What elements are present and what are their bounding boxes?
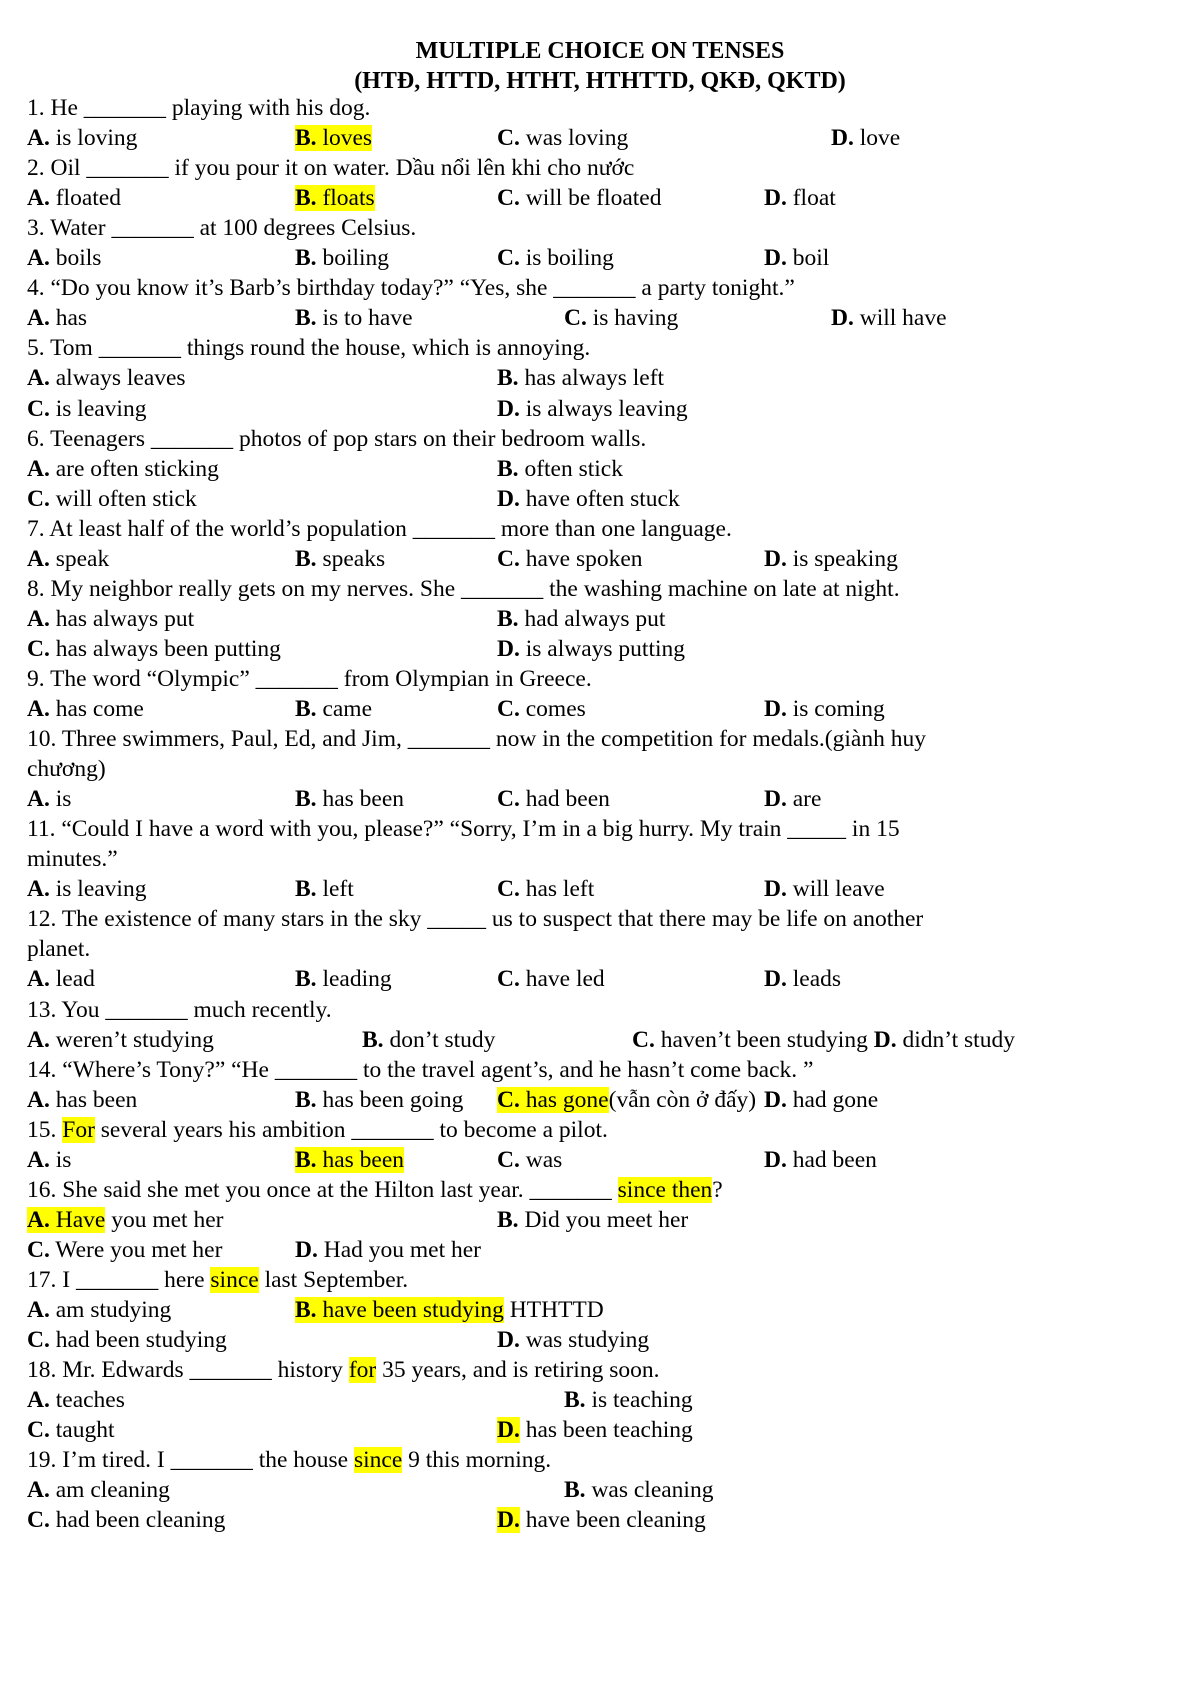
text-run: was studying (519, 1327, 650, 1353)
answer-option (497, 243, 614, 273)
answer-option (295, 694, 372, 724)
text-run: will be floated (519, 185, 662, 211)
text-run: 9. The word “Olympic” _______ from Olympian in Greece. (27, 666, 592, 692)
text-run: 18. Mr. Edwards _______ history (27, 1357, 349, 1383)
text-run: weren’t studying (49, 1027, 214, 1053)
text-run: didn’t study (896, 1027, 1015, 1053)
question-text (27, 333, 590, 363)
text-run: Did you meet her (518, 1207, 689, 1233)
text-run: float (786, 185, 836, 211)
option-letter: B. (295, 305, 317, 331)
answer-option (27, 183, 121, 213)
option-letter: C. (27, 636, 50, 662)
text-run: 7. At least half of the world’s population _______ more than one language. (27, 516, 732, 542)
answer-option (497, 1415, 693, 1445)
text-run: has always put (49, 606, 195, 632)
text-run: has been (49, 1087, 138, 1113)
question-text (27, 995, 332, 1025)
answer-option (27, 964, 95, 994)
text-run: 19. I’m tired. I _______ the house (27, 1447, 354, 1473)
highlighted-text: since (210, 1267, 259, 1293)
answer-option (295, 123, 372, 153)
answer-option (764, 964, 841, 994)
text-run: had been cleaning (49, 1507, 226, 1533)
highlighted-text: for (348, 1357, 377, 1383)
answer-option (27, 1205, 223, 1235)
text-run: don’t study (383, 1027, 496, 1053)
text-run: had been (786, 1147, 877, 1173)
answer-option (27, 303, 87, 333)
text-run: minutes.” (27, 846, 118, 872)
answer-option (497, 1085, 756, 1115)
text-run: 1. He _______ playing with his dog. (27, 95, 371, 121)
answer-option (497, 123, 628, 153)
answer-option (295, 183, 375, 213)
text-run: boils (49, 245, 102, 271)
highlighted-text: has been (316, 1147, 404, 1173)
text-run: had always put (518, 606, 666, 632)
answer-option (295, 964, 392, 994)
text-run: am studying (49, 1297, 172, 1323)
option-letter: B. (497, 606, 519, 632)
text-run: came (316, 696, 373, 722)
text-run: you met her (105, 1207, 224, 1233)
answer-option (295, 1235, 481, 1265)
option-letter: D. (497, 396, 520, 422)
text-run: boiling (316, 245, 390, 271)
answer-option (764, 1145, 877, 1175)
answer-option (295, 303, 413, 333)
text-run: 9 this morning. (402, 1447, 552, 1473)
option-letter: A. (27, 1087, 50, 1113)
option-letter: D. (497, 1327, 520, 1353)
option-letter: C. (497, 876, 520, 902)
option-letter: C. (27, 486, 50, 512)
text-run: is (49, 786, 72, 812)
option-letter: D. (831, 125, 854, 151)
text-run: leading (316, 966, 392, 992)
answer-option (497, 694, 586, 724)
question-text (27, 934, 90, 964)
text-run: taught (49, 1417, 115, 1443)
text-run: several years his ambition _______ to become a pilot. (94, 1117, 608, 1143)
text-run: 6. Teenagers _______ photos of pop stars on their bedroom walls. (27, 426, 647, 452)
answer-option (295, 1085, 463, 1115)
text-run: will leave (786, 876, 885, 902)
question-text (27, 213, 416, 243)
question-text (27, 844, 118, 874)
answer-option (497, 394, 688, 424)
text-run: will have (853, 305, 947, 331)
answer-option (27, 243, 101, 273)
page-title: MULTIPLE CHOICE ON TENSES (415, 38, 785, 64)
answer-option (295, 243, 389, 273)
text-run: was cleaning (585, 1477, 714, 1503)
option-letter: D. (497, 1507, 520, 1533)
question-text (27, 664, 592, 694)
text-run: 3. Water _______ at 100 degrees Celsius. (27, 215, 417, 241)
text-run: lead (49, 966, 95, 992)
option-letter: A. (27, 786, 50, 812)
text-run: always leaves (49, 365, 186, 391)
option-letter: B. (497, 1207, 519, 1233)
option-letter: A. (27, 1207, 50, 1233)
option-letter: A. (27, 966, 50, 992)
answer-option (497, 1205, 688, 1235)
option-letter: D. (497, 1417, 520, 1443)
text-run: 14. “Where’s Tony?” “He _______ to the travel agent’s, and he hasn’t come back. ” (27, 1057, 814, 1083)
option-letter: B. (295, 876, 317, 902)
text-run: have been cleaning (519, 1507, 706, 1533)
option-letter: A. (27, 1027, 50, 1053)
question-text (27, 1445, 551, 1475)
text-run: has always left (518, 365, 665, 391)
text-run: have spoken (519, 546, 643, 572)
text-run: last September. (258, 1267, 409, 1293)
answer-option (497, 183, 661, 213)
answer-option (27, 123, 137, 153)
answer-option (497, 604, 665, 634)
highlighted-text: has gone (519, 1087, 609, 1113)
answer-option (27, 604, 194, 634)
answer-option (27, 1085, 137, 1115)
text-run: has come (49, 696, 144, 722)
option-letter: D. (873, 1027, 897, 1053)
text-run: is coming (786, 696, 885, 722)
text-run: have often stuck (519, 486, 680, 512)
answer-option (632, 1025, 1015, 1055)
text-run: 10. Three swimmers, Paul, Ed, and Jim, _______ now in the competition for medals.(giành huy (27, 726, 926, 752)
option-letter: C. (497, 1147, 520, 1173)
text-run: had been studying (49, 1327, 227, 1353)
question-text (27, 1055, 813, 1085)
highlighted-text: loves (316, 125, 373, 151)
text-run: 17. I _______ here (27, 1267, 211, 1293)
text-run: leads (786, 966, 842, 992)
question-text (27, 904, 923, 934)
question-text (27, 1265, 408, 1295)
question-text (27, 1175, 723, 1205)
answer-option (764, 694, 885, 724)
answer-option (27, 1475, 170, 1505)
text-run: is (49, 1147, 72, 1173)
text-run: 11. “Could I have a word with you, please?” “Sorry, I’m in a big hurry. My train _____ in 15 (27, 816, 900, 842)
option-letter: B. (295, 1087, 317, 1113)
text-run: was (519, 1147, 563, 1173)
text-run: is leaving (49, 876, 147, 902)
text-run: is leaving (49, 396, 147, 422)
option-letter: C. (497, 696, 520, 722)
question-text (27, 514, 732, 544)
text-run: chương) (27, 756, 106, 782)
text-run: Had you met her (317, 1237, 482, 1263)
text-run: 13. You _______ much recently. (27, 997, 332, 1023)
text-run: has been (316, 786, 404, 812)
option-letter: B. (295, 125, 317, 151)
option-letter: A. (27, 546, 50, 572)
option-letter: B. (295, 696, 317, 722)
answer-option (27, 1235, 222, 1265)
text-run: 8. My neighbor really gets on my nerves. She _______ the washing machine on late at night. (27, 576, 900, 602)
text-run: is having (586, 305, 679, 331)
answer-option (295, 1145, 404, 1175)
text-run: has been going (316, 1087, 464, 1113)
answer-option (27, 1415, 114, 1445)
answer-option (295, 1295, 604, 1325)
option-letter: A. (27, 606, 50, 632)
text-run: am cleaning (49, 1477, 170, 1503)
text-run: will often stick (49, 486, 197, 512)
option-letter: D. (764, 185, 787, 211)
text-run: left (316, 876, 354, 902)
option-letter: C. (632, 1027, 655, 1053)
option-letter: B. (295, 185, 317, 211)
answer-option (764, 544, 898, 574)
answer-option (497, 964, 605, 994)
text-run: is always putting (519, 636, 686, 662)
option-letter: A. (27, 365, 50, 391)
option-letter: D. (764, 786, 787, 812)
question-text (27, 754, 106, 784)
highlighted-text: have been studying (316, 1297, 504, 1323)
option-letter: C. (27, 1237, 50, 1263)
question-text (27, 814, 900, 844)
page-subtitle: (HTĐ, HTTD, HTHT, HTHTTD, QKĐ, QKTD) (354, 68, 846, 94)
answer-option (831, 303, 947, 333)
answer-option (27, 394, 146, 424)
answer-option (497, 784, 610, 814)
text-run: love (853, 125, 901, 151)
answer-option (564, 303, 678, 333)
answer-option (27, 1505, 225, 1535)
text-run: had gone (786, 1087, 879, 1113)
option-letter: B. (564, 1387, 586, 1413)
answer-option (295, 544, 385, 574)
text-run: is boiling (519, 245, 614, 271)
answer-option (27, 484, 197, 514)
option-letter: A. (27, 1477, 50, 1503)
text-run: comes (519, 696, 586, 722)
text-run: often stick (518, 456, 623, 482)
option-letter: D. (764, 546, 787, 572)
answer-option (27, 1325, 227, 1355)
question-text (27, 574, 900, 604)
text-run: has (49, 305, 88, 331)
answer-option (295, 784, 404, 814)
option-letter: D. (764, 245, 787, 271)
answer-option (497, 634, 685, 664)
text-run: Were you met her (49, 1237, 223, 1263)
answer-option (27, 1385, 125, 1415)
answer-option (497, 874, 594, 904)
option-letter: B. (295, 966, 317, 992)
text-run: is speaking (786, 546, 898, 572)
answer-option (564, 1475, 713, 1505)
answer-option (497, 1325, 649, 1355)
text-run: had been (519, 786, 610, 812)
option-letter: D. (497, 486, 520, 512)
option-letter: C. (564, 305, 587, 331)
option-letter: C. (497, 546, 520, 572)
answer-option (27, 1025, 214, 1055)
option-letter: D. (764, 876, 787, 902)
answer-option (564, 1385, 693, 1415)
text-run: is to have (316, 305, 413, 331)
answer-option (27, 454, 219, 484)
answer-option (497, 363, 664, 393)
text-run: 5. Tom _______ things round the house, which is annoying. (27, 335, 591, 361)
text-run: speaks (316, 546, 386, 572)
option-letter: B. (362, 1027, 384, 1053)
option-letter: B. (295, 786, 317, 812)
question-text (27, 724, 926, 754)
text-run: has always been putting (49, 636, 281, 662)
option-letter: C. (497, 1087, 520, 1113)
answer-option (764, 183, 836, 213)
answer-option (27, 784, 71, 814)
answer-option (27, 634, 281, 664)
text-run: 16. She said she met you once at the Hilton last year. _______ (27, 1177, 618, 1203)
option-letter: C. (497, 125, 520, 151)
text-run: speak (49, 546, 110, 572)
question-text (27, 424, 646, 454)
highlighted-text: For (62, 1117, 95, 1143)
answer-option (27, 1145, 71, 1175)
option-letter: D. (764, 1087, 787, 1113)
question-text (27, 1115, 608, 1145)
text-run: have led (519, 966, 605, 992)
option-letter: D. (831, 305, 854, 331)
option-letter: A. (27, 1387, 50, 1413)
option-letter: C. (27, 1417, 50, 1443)
option-letter: B. (295, 1147, 317, 1173)
answer-option (497, 1145, 562, 1175)
answer-option (764, 874, 885, 904)
option-letter: C. (27, 1507, 50, 1533)
text-run: 12. The existence of many stars in the sky _____ us to suspect that there may be life on another (27, 906, 924, 932)
option-letter: A. (27, 125, 50, 151)
answer-option (295, 874, 354, 904)
text-run: 4. “Do you know it’s Barb’s birthday today?” “Yes, she _______ a party tonight.” (27, 275, 795, 301)
text-run: floated (49, 185, 121, 211)
option-letter: B. (295, 245, 317, 271)
option-letter: A. (27, 1297, 50, 1323)
answer-option (764, 1085, 878, 1115)
option-letter: B. (497, 456, 519, 482)
option-letter: A. (27, 245, 50, 271)
option-letter: B. (497, 365, 519, 391)
highlighted-text: since (353, 1447, 403, 1473)
option-letter: D. (497, 636, 520, 662)
text-run: HTHTTD (503, 1297, 604, 1323)
option-letter: B. (564, 1477, 586, 1503)
answer-option (764, 784, 821, 814)
text-run: 2. Oil _______ if you pour it on water. Dầu nổi lên khi cho nước (27, 155, 635, 181)
answer-option (27, 363, 186, 393)
option-letter: A. (27, 696, 50, 722)
answer-option (27, 544, 109, 574)
text-run: (vẫn còn ở đấy) (608, 1087, 757, 1113)
option-letter: C. (27, 396, 50, 422)
text-run: has been teaching (519, 1417, 693, 1443)
answer-option (27, 1295, 171, 1325)
text-run: planet. (27, 936, 91, 962)
text-run: is loving (49, 125, 138, 151)
option-letter: C. (497, 245, 520, 271)
option-letter: D. (295, 1237, 318, 1263)
text-run: has left (519, 876, 595, 902)
option-letter: B. (295, 1297, 317, 1323)
answer-option (27, 694, 144, 724)
highlighted-text: since then (617, 1177, 713, 1203)
option-letter: D. (764, 966, 787, 992)
option-letter: A. (27, 876, 50, 902)
option-letter: A. (27, 456, 50, 482)
option-letter: A. (27, 185, 50, 211)
answer-option (362, 1025, 495, 1055)
text-run: is always leaving (519, 396, 688, 422)
text-run: teaches (49, 1387, 125, 1413)
text-run: is teaching (585, 1387, 693, 1413)
text-run: ? (712, 1177, 723, 1203)
option-letter: B. (295, 546, 317, 572)
text-run: 15. (27, 1117, 63, 1143)
text-run: are often sticking (49, 456, 219, 482)
question-text (27, 273, 795, 303)
option-letter: C. (497, 966, 520, 992)
option-letter: D. (764, 696, 787, 722)
option-letter: C. (497, 185, 520, 211)
text-run: haven’t been studying (654, 1027, 874, 1053)
option-letter: A. (27, 305, 50, 331)
text-run: are (786, 786, 822, 812)
answer-option (497, 1505, 706, 1535)
highlighted-text: Have (49, 1207, 106, 1233)
option-letter: C. (27, 1327, 50, 1353)
question-text (27, 153, 634, 183)
option-letter: A. (27, 1147, 50, 1173)
question-text (27, 1355, 659, 1385)
text-run: 35 years, and is retiring soon. (376, 1357, 660, 1383)
answer-option (27, 874, 146, 904)
text-run: was loving (519, 125, 629, 151)
answer-option (497, 544, 643, 574)
answer-option (497, 454, 623, 484)
option-letter: D. (764, 1147, 787, 1173)
answer-option (497, 484, 680, 514)
answer-option (764, 243, 829, 273)
highlighted-text: floats (316, 185, 375, 211)
option-letter: C. (497, 786, 520, 812)
answer-option (831, 123, 900, 153)
question-text (27, 93, 370, 123)
text-run: boil (786, 245, 830, 271)
